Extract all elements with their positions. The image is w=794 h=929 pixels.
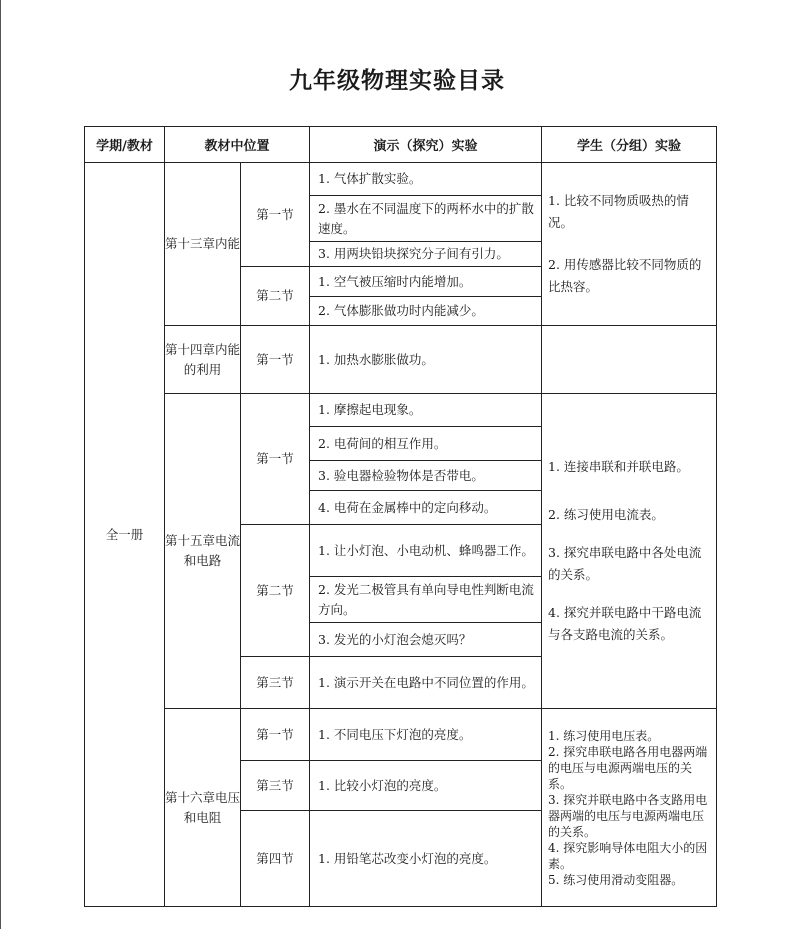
student-experiment: 5. 练习使用滑动变阻器。 — [548, 872, 684, 887]
ch16-section-4: 第四节 — [241, 811, 310, 907]
chapter-14-cell: 第十四章内能的利用 — [165, 326, 241, 394]
student-experiment: 2. 探究串联电路各用电器两端的电压与电源两端电压的关系。 — [548, 744, 708, 791]
student-experiment: 1. 连接串联和并联电路。 — [548, 459, 689, 474]
demo-experiment: 2. 电荷间的相互作用。 — [310, 427, 542, 461]
demo-experiment: 2. 气体膨胀做功时内能减少。 — [310, 297, 542, 326]
student-experiment: 1. 比较不同物质吸热的情况。 — [548, 193, 689, 230]
demo-experiment: 1. 不同电压下灯泡的亮度。 — [310, 709, 542, 761]
student-experiment: 2. 练习使用电流表。 — [548, 507, 664, 522]
student-experiment: 4. 探究影响导体电阻大小的因素。 — [548, 840, 708, 871]
chapter-16-cell: 第十六章电压和电阻 — [165, 709, 241, 907]
page-left-edge — [0, 0, 1, 929]
demo-experiment: 1. 摩擦起电现象。 — [310, 394, 542, 427]
demo-experiment: 1. 演示开关在电路中不同位置的作用。 — [310, 657, 542, 709]
table-row — [85, 394, 717, 427]
ch13-student-cell — [542, 163, 717, 326]
experiment-catalog-table — [84, 126, 717, 907]
demo-experiment: 1. 让小灯泡、小电动机、蜂鸣器工作。 — [310, 525, 542, 577]
ch15-section-3: 第三节 — [241, 657, 310, 709]
demo-experiment: 2. 发光二极管具有单向导电性判断电流方向。 — [310, 577, 542, 623]
table-row — [85, 163, 717, 196]
ch16-student-cell — [542, 709, 717, 907]
ch13-section-2: 第二节 — [241, 267, 310, 326]
student-experiment: 3. 探究串联电路中各处电流的关系。 — [548, 545, 702, 582]
table-row — [85, 709, 717, 761]
student-experiment: 3. 探究并联电路中各支路用电器两端的电压与电源两端电压的关系。 — [548, 792, 708, 839]
demo-experiment: 1. 用铅笔芯改变小灯泡的亮度。 — [310, 811, 542, 907]
ch15-section-1: 第一节 — [241, 394, 310, 525]
demo-experiment: 3. 用两块铅块探究分子间有引力。 — [310, 242, 542, 267]
demo-experiment: 1. 空气被压缩时内能增加。 — [310, 267, 542, 297]
student-experiment: 4. 探究并联电路中干路电流与各支路电流的关系。 — [548, 605, 702, 642]
ch15-student-cell — [542, 394, 717, 709]
ch14-section-1: 第一节 — [241, 326, 310, 394]
demo-experiment: 2. 墨水在不同温度下的两杯水中的扩散速度。 — [310, 196, 542, 242]
ch16-section-1: 第一节 — [241, 709, 310, 761]
student-experiment: 2. 用传感器比较不同物质的比热容。 — [548, 257, 702, 294]
header-term: 学期/教材 — [85, 127, 165, 163]
demo-experiment: 1. 加热水膨胀做功。 — [310, 326, 542, 394]
header-position: 教材中位置 — [165, 127, 310, 163]
demo-experiment: 3. 验电器检验物体是否带电。 — [310, 461, 542, 491]
demo-experiment: 4. 电荷在金属棒中的定向移动。 — [310, 491, 542, 525]
header-student: 学生（分组）实验 — [542, 127, 717, 163]
ch14-student-cell-empty — [542, 326, 717, 394]
page-title: 九年级物理实验目录 — [289, 67, 505, 94]
header-row — [85, 127, 717, 163]
header-demo: 演示（探究）实验 — [310, 127, 542, 163]
demo-experiment: 1. 气体扩散实验。 — [310, 163, 542, 196]
chapter-13-cell: 第十三章内能 — [165, 163, 241, 326]
ch15-section-2: 第二节 — [241, 525, 310, 657]
demo-experiment: 1. 比较小灯泡的亮度。 — [310, 761, 542, 811]
ch16-section-3: 第三节 — [241, 761, 310, 811]
chapter-15-cell: 第十五章电流和电路 — [165, 394, 241, 709]
ch13-section-1: 第一节 — [241, 163, 310, 267]
table-row — [85, 326, 717, 394]
demo-experiment: 3. 发光的小灯泡会熄灭吗？ — [310, 623, 542, 657]
term-cell: 全一册 — [85, 163, 165, 907]
student-experiment: 1. 练习使用电压表。 — [548, 728, 660, 743]
